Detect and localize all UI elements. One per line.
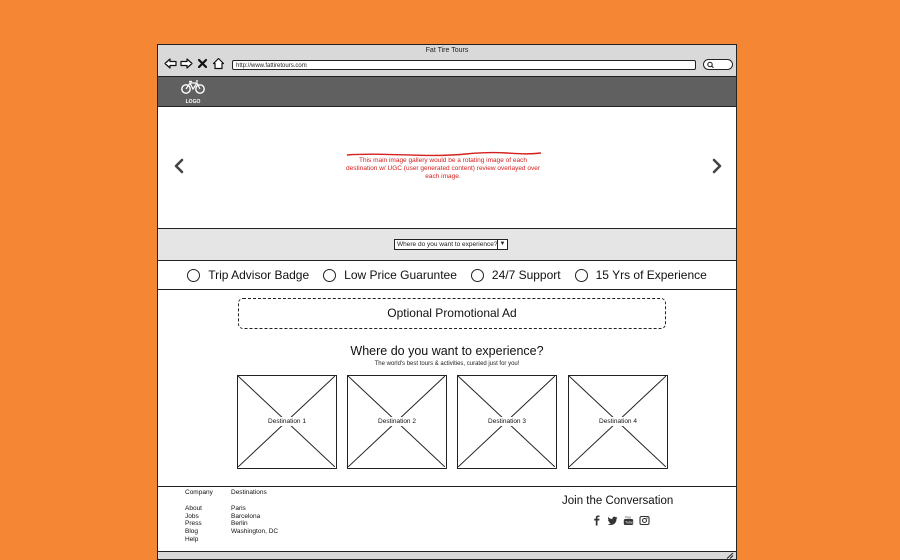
badge-label: Low Price Guaruntee bbox=[344, 268, 457, 282]
window-status-bar bbox=[158, 551, 736, 559]
site-header bbox=[158, 77, 736, 107]
chevron-down-icon[interactable]: ▼ bbox=[497, 240, 507, 249]
nav-buttons bbox=[164, 57, 225, 71]
badge-circle-icon bbox=[187, 269, 200, 282]
bicycle-icon bbox=[180, 80, 206, 94]
footer-link-berlin[interactable]: Berlin bbox=[231, 520, 248, 528]
site-footer bbox=[158, 486, 736, 560]
youtube-icon[interactable] bbox=[623, 513, 634, 524]
destination-dropdown[interactable] bbox=[394, 239, 508, 250]
stop-icon[interactable] bbox=[196, 57, 209, 70]
footer-link-blog[interactable]: Blog bbox=[185, 528, 199, 536]
twitter-icon[interactable] bbox=[607, 513, 618, 524]
destination-label: Destination 3 bbox=[488, 418, 526, 425]
footer-link-jobs[interactable]: Jobs bbox=[185, 512, 199, 520]
section-title: Where do you want to experience? bbox=[350, 344, 544, 358]
badge-circle-icon bbox=[323, 269, 336, 282]
join-conversation-heading: Join the Conversation bbox=[562, 495, 674, 507]
footer-destinations-heading: Destinations bbox=[231, 489, 267, 496]
gallery-next-icon[interactable] bbox=[710, 157, 724, 175]
footer-link-help[interactable]: Help bbox=[185, 535, 199, 543]
svg-text:You: You bbox=[624, 515, 632, 520]
window-title: Fat Tire Tours bbox=[425, 47, 469, 54]
badge-circle-icon bbox=[575, 269, 588, 282]
badge-item bbox=[471, 268, 561, 282]
destination-label: Destination 4 bbox=[599, 418, 637, 425]
destination-selector-band bbox=[158, 229, 736, 261]
promotional-ad[interactable]: Optional Promotional Ad bbox=[238, 298, 666, 329]
badge-item bbox=[187, 268, 309, 282]
back-icon[interactable] bbox=[164, 57, 177, 70]
badge-circle-icon bbox=[471, 269, 484, 282]
logo-text: LOGO bbox=[185, 99, 201, 105]
logo[interactable] bbox=[180, 80, 206, 105]
facebook-icon[interactable] bbox=[591, 513, 602, 524]
badge-label: Trip Advisor Badge bbox=[208, 268, 310, 282]
forward-icon[interactable] bbox=[180, 57, 193, 70]
badge-label: 24/7 Support bbox=[491, 268, 561, 282]
hero-annotation: This main image gallery would be a rotating image of each destination w/ UGC (user generated content) review overlayed over each image. bbox=[345, 157, 540, 180]
destination-label: Destination 2 bbox=[378, 418, 416, 425]
footer-link-press[interactable]: Press bbox=[185, 520, 202, 528]
trust-badges bbox=[158, 261, 736, 290]
svg-text:Tube: Tube bbox=[625, 520, 634, 525]
hero-gallery bbox=[158, 107, 736, 229]
url-bar[interactable]: http://www.fattiretours.com bbox=[232, 60, 696, 70]
badge-label: 15 Yrs of Experience bbox=[595, 268, 707, 282]
destination-card[interactable] bbox=[568, 375, 668, 469]
footer-link-barcelona[interactable]: Barcelona bbox=[231, 512, 261, 520]
browser-search-box[interactable] bbox=[703, 59, 733, 70]
home-icon[interactable] bbox=[212, 57, 225, 70]
gallery-prev-icon[interactable] bbox=[172, 157, 186, 175]
destination-label: Destination 1 bbox=[268, 418, 306, 425]
section-subtitle: The world's best tours & activities, curated just for you! bbox=[374, 361, 520, 367]
footer-company-heading: Company bbox=[185, 489, 213, 496]
footer-destinations-column bbox=[231, 489, 278, 536]
destination-card[interactable] bbox=[347, 375, 447, 469]
badge-item bbox=[323, 268, 457, 282]
destination-card[interactable] bbox=[237, 375, 337, 469]
footer-company-column bbox=[185, 489, 213, 544]
footer-link-paris[interactable]: Paris bbox=[231, 504, 246, 512]
social-links bbox=[591, 513, 650, 524]
badge-item bbox=[575, 268, 707, 282]
instagram-icon[interactable] bbox=[639, 513, 650, 524]
browser-chrome bbox=[158, 45, 736, 77]
destination-card[interactable] bbox=[457, 375, 557, 469]
browser-window bbox=[157, 44, 737, 560]
footer-link-washington[interactable]: Washington, DC bbox=[231, 528, 279, 536]
resize-grip-icon[interactable] bbox=[726, 552, 734, 559]
destination-dropdown-value: Where do you want to experience? bbox=[397, 241, 498, 248]
footer-link-about[interactable]: About bbox=[185, 504, 202, 512]
